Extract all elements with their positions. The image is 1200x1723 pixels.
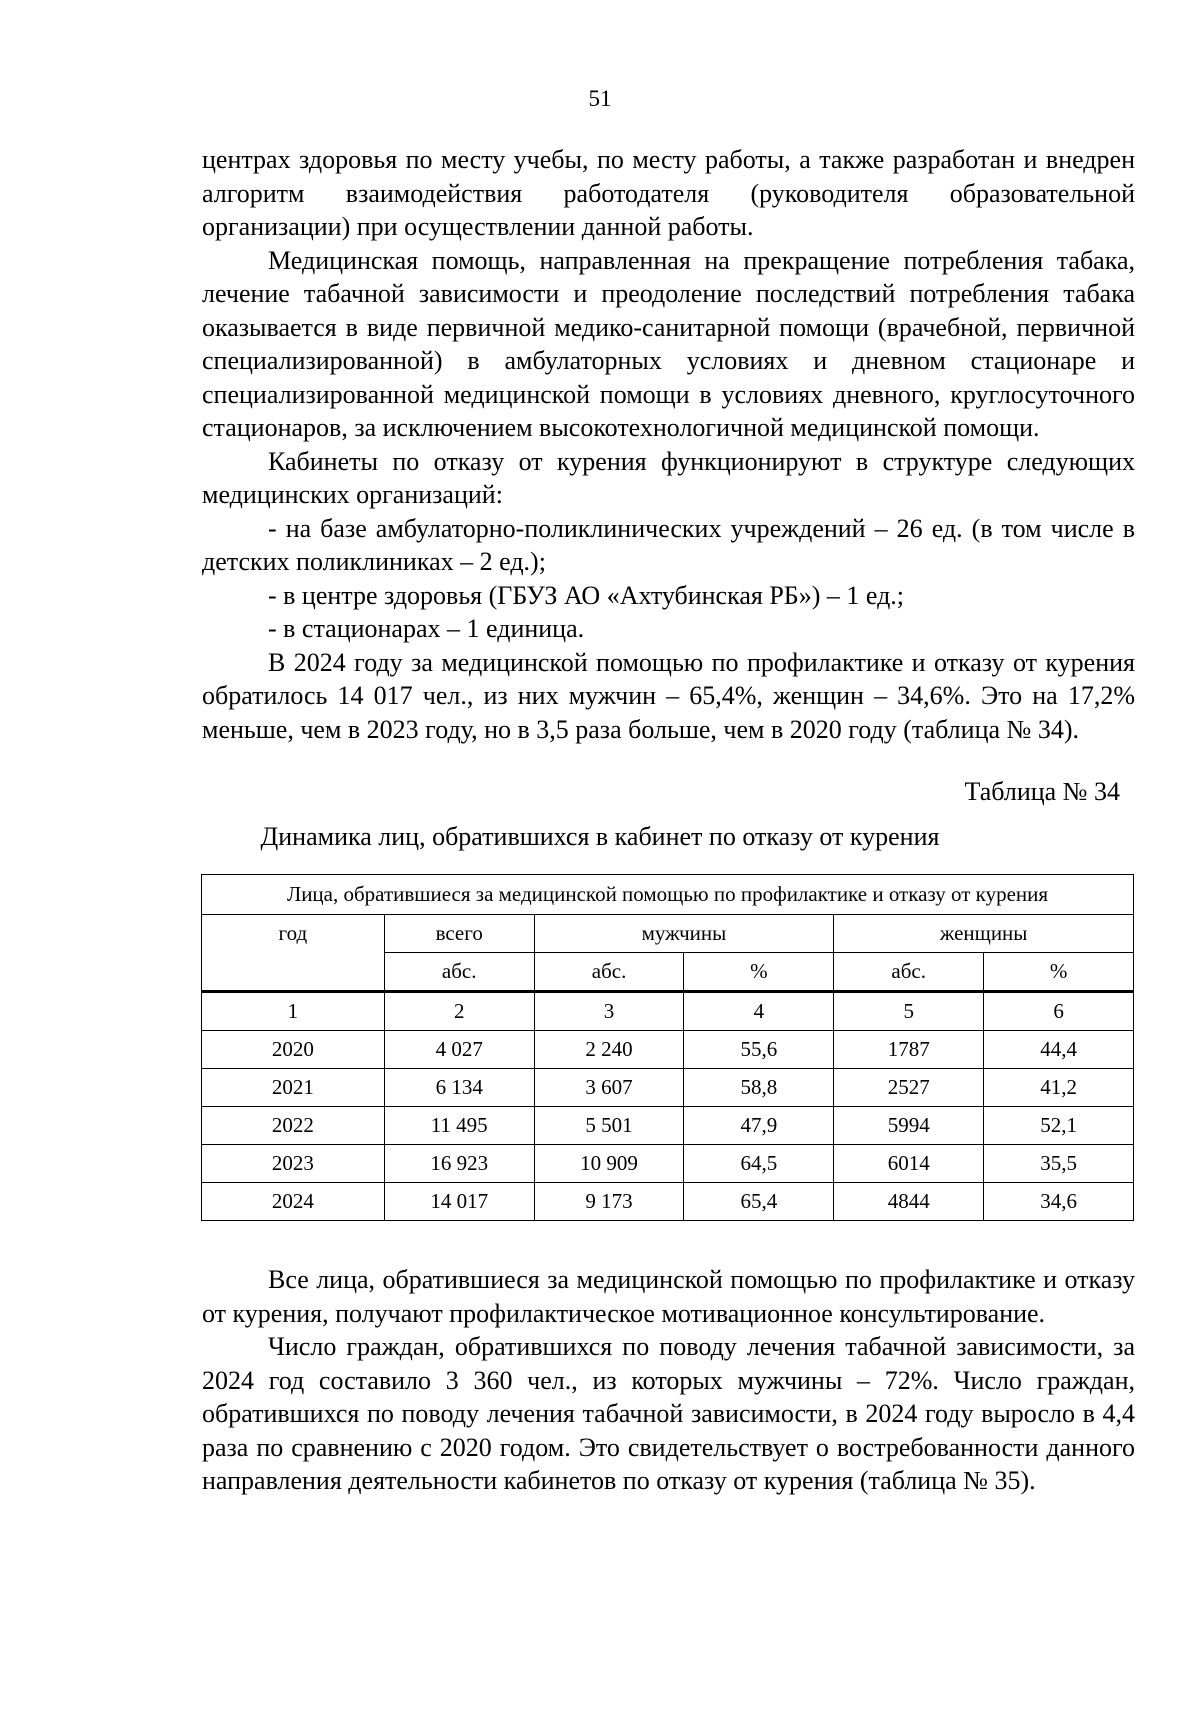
list-item: - в стационарах – 1 единица. xyxy=(268,614,585,643)
table-row xyxy=(202,1069,1134,1107)
table-cell: 6 xyxy=(984,992,1134,1031)
paragraph: Кабинеты по отказу от курения функционируют в структуре следующих медицинских организаций: xyxy=(202,446,1135,509)
table-caption: Таблица № 34 xyxy=(964,777,1120,806)
text-block-bottom xyxy=(202,1263,1135,1498)
table-cell: 1 xyxy=(202,992,385,1031)
header-men: мужчины xyxy=(534,915,834,953)
table-cell: 47,9 xyxy=(684,1107,834,1145)
list-item: - на базе амбулаторно-поликлинических учреждений – 26 ед. (в том числе в детских поликлиниках – 2 ед.); xyxy=(202,513,1135,576)
table-cell: 2527 xyxy=(834,1069,984,1107)
table-cell: 64,5 xyxy=(684,1145,834,1183)
table-cell: 5 xyxy=(834,992,984,1031)
table-cell: 11 495 xyxy=(384,1107,534,1145)
subheader-abs: абс. xyxy=(834,953,984,992)
table-cell: 41,2 xyxy=(984,1069,1134,1107)
table-cell: 2023 xyxy=(202,1145,385,1183)
table-cell: 3 607 xyxy=(534,1069,684,1107)
subheader-pct: % xyxy=(684,953,834,992)
paragraph: Все лица, обратившиеся за медицинской помощью по профилактике и отказу от курения, получают профилактическое мотивационное консультирование. xyxy=(202,1265,1135,1328)
table-cell: 2020 xyxy=(202,1031,385,1069)
table-cell: 2021 xyxy=(202,1069,385,1107)
table-cell: 52,1 xyxy=(984,1107,1134,1145)
table-header-row xyxy=(202,915,1134,953)
table-row xyxy=(202,1107,1134,1145)
table-cell: 4 027 xyxy=(384,1031,534,1069)
table-header-row xyxy=(202,875,1134,915)
table-cell: 5994 xyxy=(834,1107,984,1145)
subheader-pct: % xyxy=(984,953,1134,992)
table-cell: 34,6 xyxy=(984,1183,1134,1221)
table-cell: 65,4 xyxy=(684,1183,834,1221)
table-cell: 5 501 xyxy=(534,1107,684,1145)
paragraph: Медицинская помощь, направленная на прекращение потребления табака, лечение табачной зависимости и преодоление последствий потребления табака оказывается в виде первичной медико-санитарной помощи (врачебной, первичной специализированной) в амбулаторных условиях и дневном стационаре и специализированной медицинской помощи в условиях дневного, круглосуточного стационаров, за исключением высокотехнологичной медицинской помощи. xyxy=(202,245,1135,442)
paragraph: Число граждан, обратившихся по поводу лечения табачной зависимости, за 2024 год составило 3 360 чел., из которых мужчины – 72%. Число граждан, обратившихся по поводу лечения табачной зависимости, в 2024 году выросло в 4,4 раза по сравнению с 2020 годом. Это свидетельствует о востребованности данного направления деятельности кабинетов по отказу от курения (таблица № 35). xyxy=(202,1332,1135,1495)
subheader-abs: абс. xyxy=(384,953,534,992)
table-cell: 9 173 xyxy=(534,1183,684,1221)
table-cell: 55,6 xyxy=(684,1031,834,1069)
table-cell: 1787 xyxy=(834,1031,984,1069)
table-cell: 3 xyxy=(534,992,684,1031)
table-row xyxy=(202,1031,1134,1069)
subheader-abs: абс. xyxy=(534,953,684,992)
table-cell: 4 xyxy=(684,992,834,1031)
table-header-main: Лица, обратившиеся за медицинской помощью по профилактике и отказу от курения xyxy=(202,875,1134,915)
table-cell: 44,4 xyxy=(984,1031,1134,1069)
table-index-row xyxy=(202,992,1134,1031)
table-cell: 4844 xyxy=(834,1183,984,1221)
table-cell: 6014 xyxy=(834,1145,984,1183)
table-cell: 35,5 xyxy=(984,1145,1134,1183)
header-women: женщины xyxy=(834,915,1134,953)
table-row xyxy=(202,1183,1134,1221)
table-cell: 16 923 xyxy=(384,1145,534,1183)
header-year: год xyxy=(202,915,385,992)
table-cell: 2 xyxy=(384,992,534,1031)
page-number: 51 xyxy=(588,86,612,111)
text-block-top xyxy=(202,143,1135,746)
table-cell: 6 134 xyxy=(384,1069,534,1107)
table-cell: 10 909 xyxy=(534,1145,684,1183)
table-cell: 2 240 xyxy=(534,1031,684,1069)
table-cell: 14 017 xyxy=(384,1183,534,1221)
table-cell: 58,8 xyxy=(684,1069,834,1107)
table-cell: 2024 xyxy=(202,1183,385,1221)
table-cell: 2022 xyxy=(202,1107,385,1145)
paragraph: центрах здоровья по месту учебы, по месту работы, а также разработан и внедрен алгоритм взаимодействия работодателя (руководителя образовательной организации) при осуществлении данной работы. xyxy=(202,145,1135,241)
list-item: - в центре здоровья (ГБУЗ АО «Ахтубинская РБ») – 1 ед.; xyxy=(268,580,905,610)
table-title: Динамика лиц, обратившихся в кабинет по отказу от курения xyxy=(260,822,940,851)
paragraph: В 2024 году за медицинской помощью по профилактике и отказу от курения обратилось 14 017 чел., из них мужчин – 65,4%, женщин – 34,6%. Это на 17,2% меньше, чем в 2023 году, но в 3,5 раза больше, чем в 2020 году (таблица № 34). xyxy=(202,647,1135,744)
header-total: всего xyxy=(384,915,534,953)
statistics-table xyxy=(201,874,1134,1221)
table-row xyxy=(202,1145,1134,1183)
